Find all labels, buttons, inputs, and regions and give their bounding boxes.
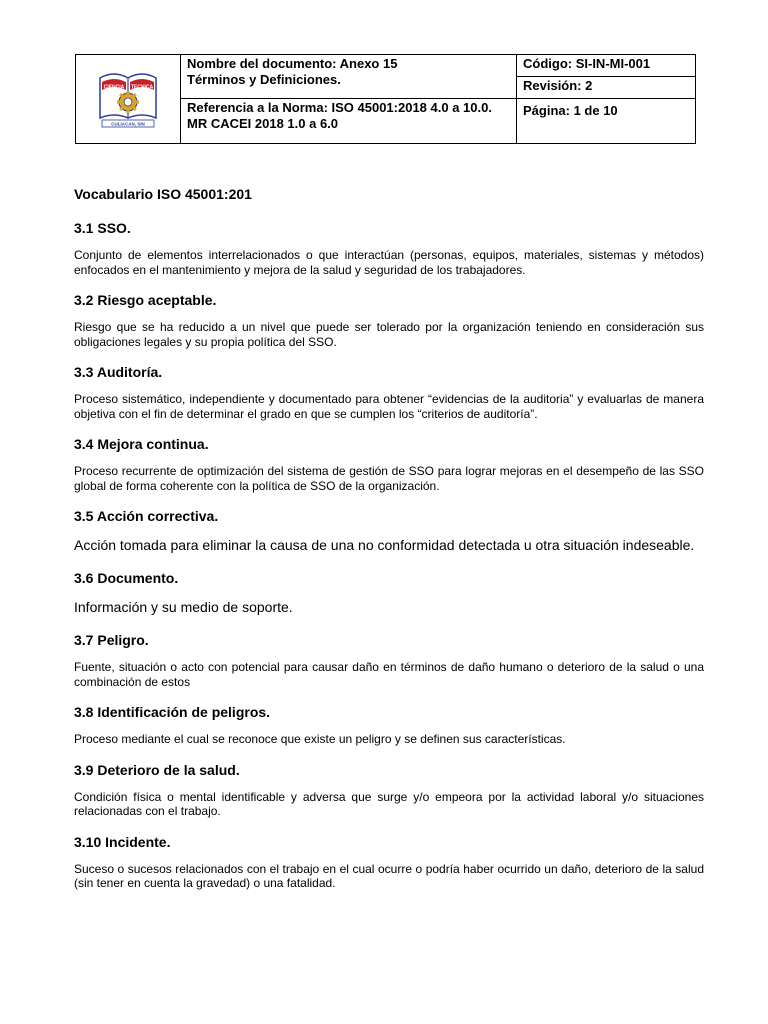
definition-body: Proceso recurrente de optimización del sistema de gestión de SSO para lograr mejoras en el desempeño de las SSO global de forma coherente con la política de SSO de la organización. [74,464,704,493]
definition-title: 3.5 Acción correctiva. [74,508,219,524]
definition-body: Proceso mediante el cual se reconoce que existe un peligro y se definen sus características. [74,732,566,746]
document-revision: Revisión: 2 [523,78,593,93]
definition-body: Riesgo que se ha reducido a un nivel que puede ser tolerado por la organización teniendo en consideración sus obligaciones legales y su propia política del SSO. [74,320,704,349]
definition-section [74,832,704,891]
vocabulary-title: Vocabulario ISO 45001:201 [74,186,252,202]
code-cell [517,55,696,77]
definition-title: 3.9 Deterioro de la salud. [74,761,240,778]
document-header-table [75,54,696,144]
definition-title: 3.2 Riesgo aceptable. [74,292,217,308]
definition-body: Acción tomada para eliminar la causa de una no conformidad detectada u otra situación indeseable. [74,537,695,553]
definition-section [74,434,704,493]
definition-title: 3.8 Identificación de peligros. [74,704,271,720]
definition-body: Suceso o sucesos relacionados con el trabajo en el cual ocurre o podría haber ocurrido un daño, deterioro de la salud (sin tener en cuenta la gravedad) o una fatalidad. [74,861,704,890]
document-code: Código: SI-IN-MI-001 [523,56,651,71]
institution-seal-icon [96,68,160,130]
document-name-cell [181,55,517,99]
definition-title: 3.1 SSO. [74,220,131,236]
definition-body: Condición física o mental identificable y adversa que surge y/o empeora por la actividad laboral y/o situaciones relacionadas con el trabajo. [74,789,704,818]
document-name-line1: Nombre del documento: Anexo 15 [187,56,398,71]
definition-section [74,218,704,277]
document-body [74,184,704,904]
page-cell [517,99,696,144]
definition-section [74,630,704,689]
definition-body: Conjunto de elementos interrelacionados o que interactúan (personas, equipos, materiales, sistemas y métodos) enfocados en el mantenimiento y mejora de la salud y seguridad de los trabajadores. [74,248,704,277]
definition-title: 3.10 Incidente. [74,833,171,850]
definition-title: 3.4 Mejora continua. [74,436,209,452]
definition-title: 3.6 Documento. [74,570,179,586]
logo-text-right: TECNICA [130,84,154,91]
definition-body: Fuente, situación o acto con potencial para causar daño en términos de daño humano o deterioro de la salud o una combinación de estos [74,660,704,689]
definition-body: Información y su medio de soporte. [74,599,293,615]
definition-section [74,568,704,616]
definition-title: 3.3 Auditoría. [74,364,163,380]
page-number: Página: 1 de 10 [523,103,618,118]
revision-cell [517,77,696,99]
definition-section [74,702,704,747]
definition-section [74,362,704,421]
logo-text-left: CIENCIA [103,84,125,91]
norm-reference-cell [181,99,517,144]
definition-section [74,760,704,819]
document-name-line2: Términos y Definiciones. [187,72,341,87]
logo-motto: CULIACAN, SIN [111,121,145,127]
definition-section [74,290,704,349]
definition-section [74,506,704,554]
definition-title: 3.7 Peligro. [74,632,149,648]
definition-body: Proceso sistemático, independiente y documentado para obtener “evidencias de la auditoria” y evaluarlas de manera objetiva con el fin de determinar el grado en que se cumplen los “criterios de auditoría”. [74,392,704,421]
norm-reference: Referencia a la Norma: ISO 45001:2018 4.0 a 10.0. MR CACEI 2018 1.0 a 6.0 [187,100,492,131]
logo-cell [76,55,181,144]
